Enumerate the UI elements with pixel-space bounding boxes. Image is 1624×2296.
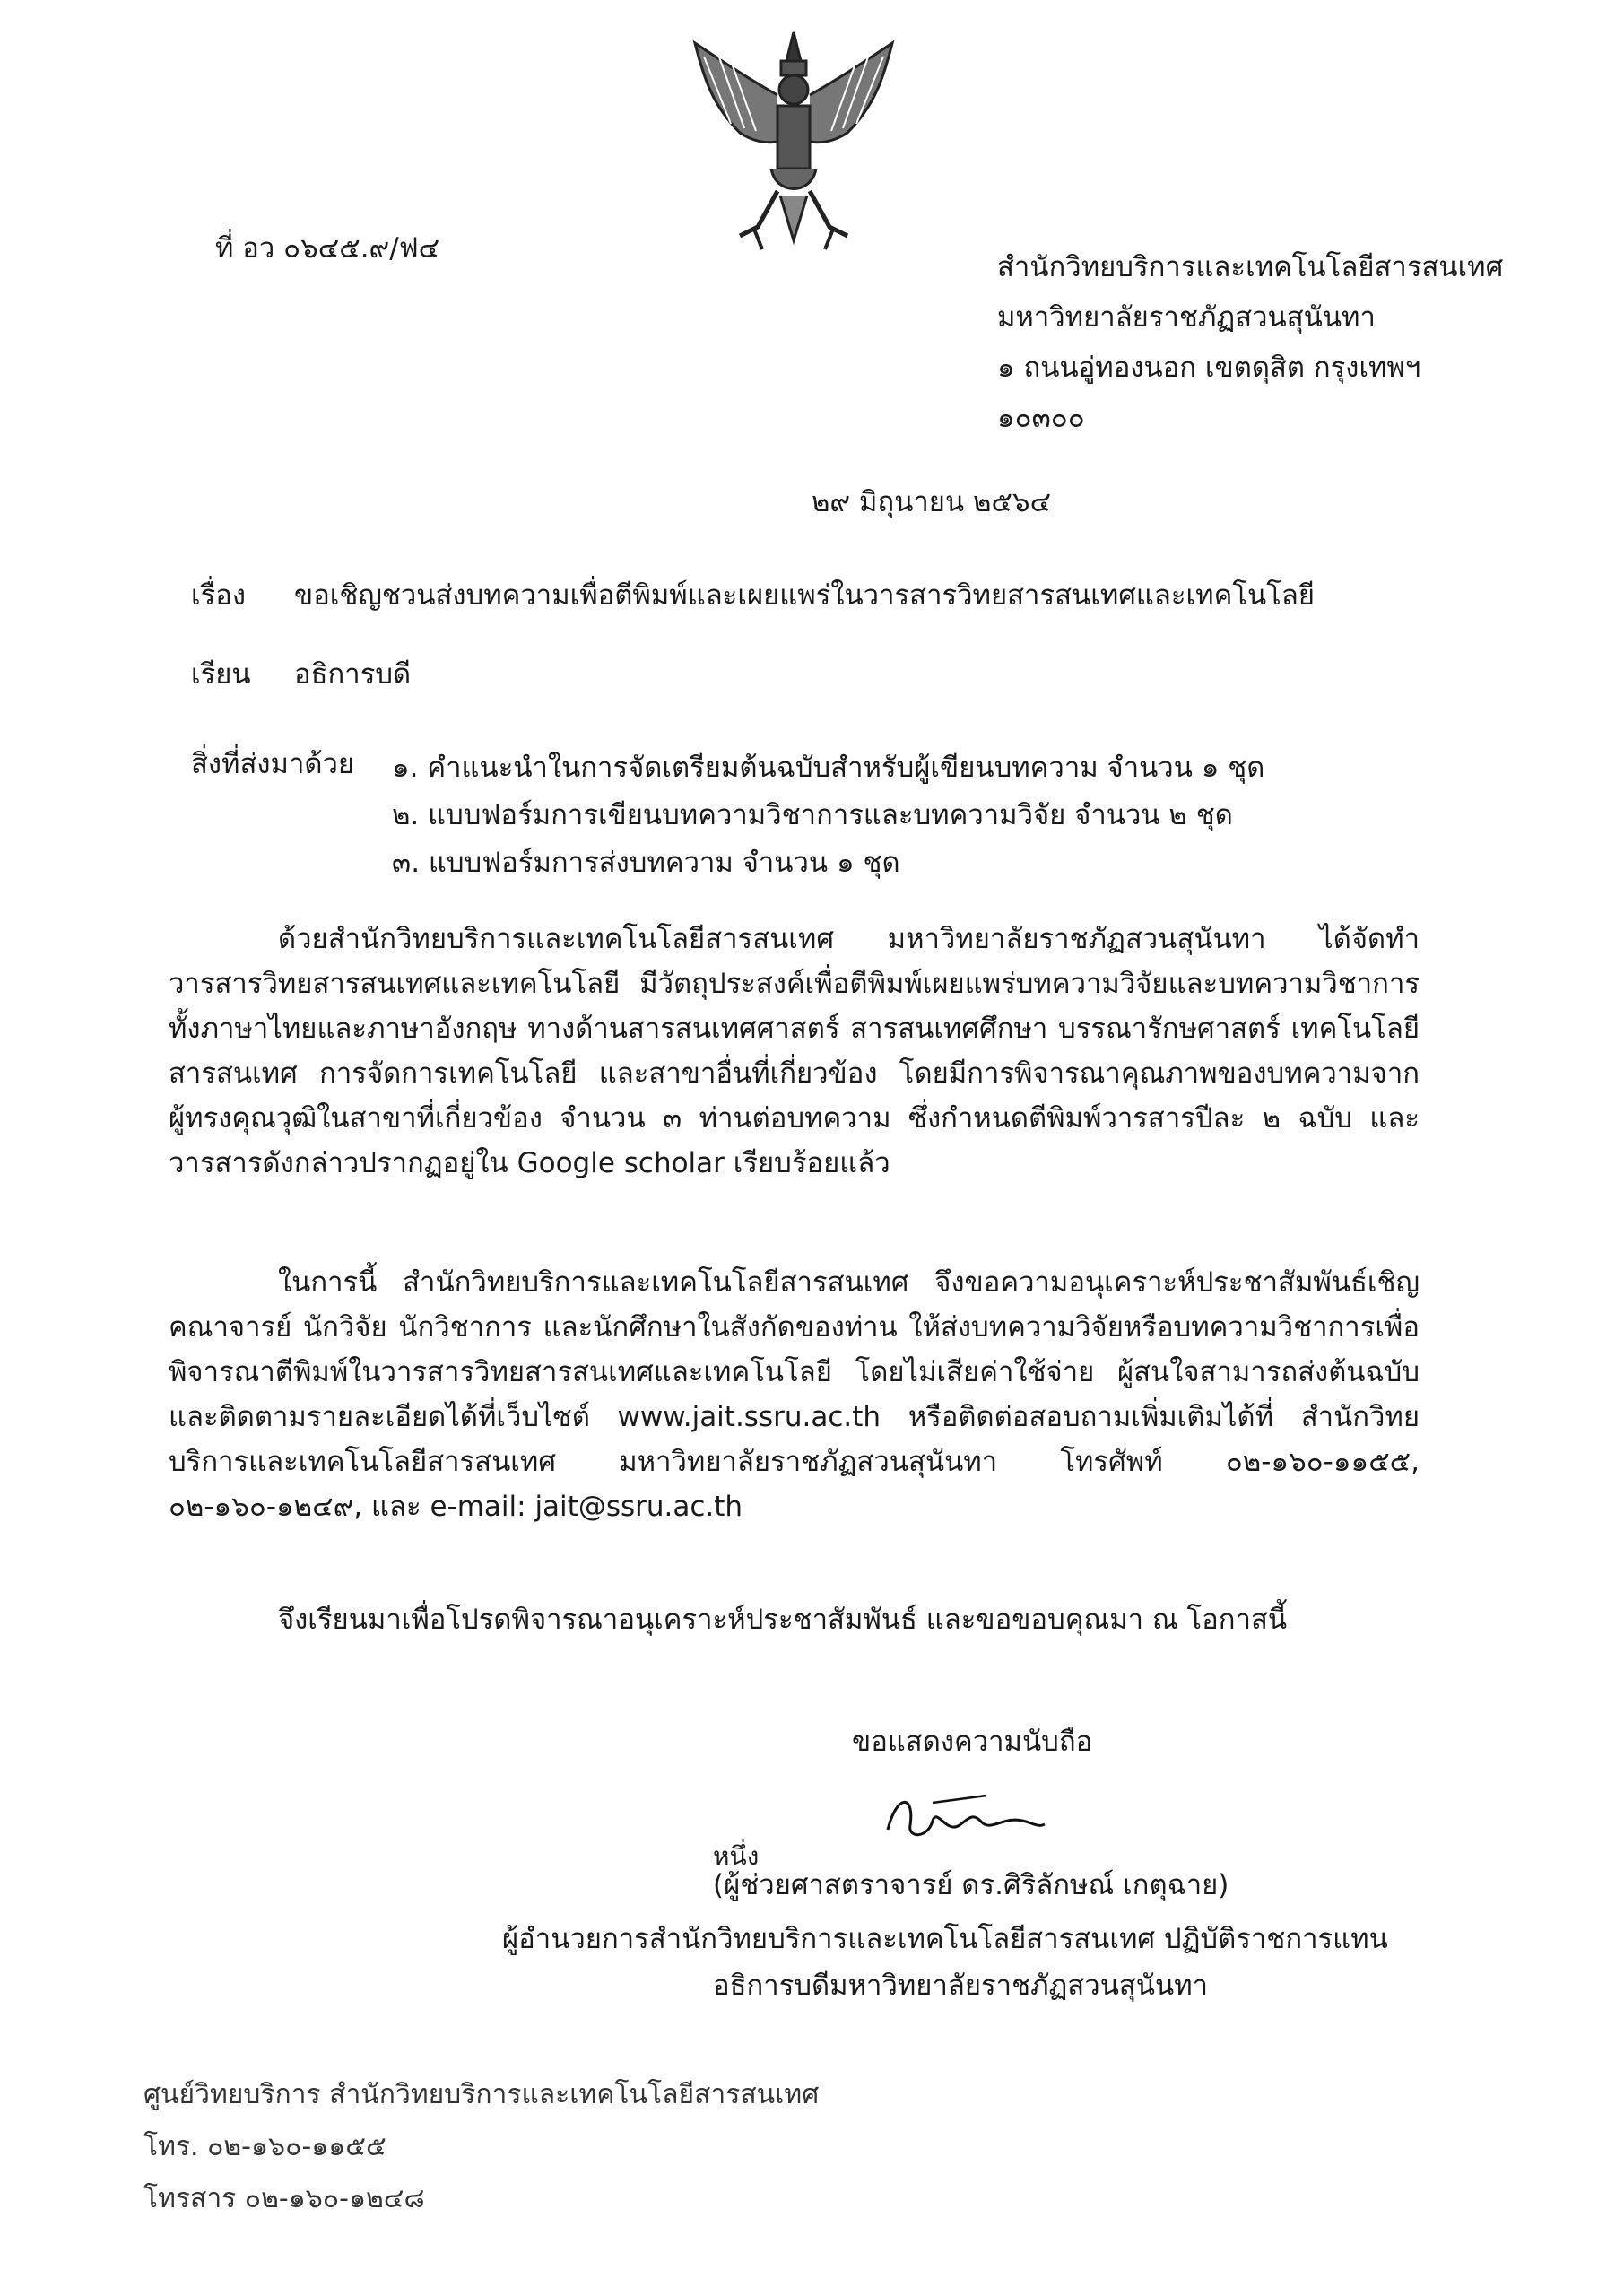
signature-note: หนึ่ง [713,1841,760,1871]
enclosure-item: ๓. แบบฟอร์มการส่งบทความ จำนวน ๑ ชุด [392,847,900,879]
recipient-label: เรียน [191,658,251,691]
signatory-position: อธิการบดีมหาวิทยาลัยราชภัฏสวนสุนันทา [713,1970,1209,2002]
sender-address [997,242,1503,443]
regards: ขอแสดงความนับถือ [852,1726,1093,1758]
enclosures-label: สิ่งที่ส่งมาด้วย [191,748,355,780]
signatory-position: ผู้อำนวยการสำนักวิทยบริการและเทคโนโลยีสารสนเทศ ปฏิบัติราชการแทน [502,1923,1388,1955]
enclosure-item: ๒. แบบฟอร์มการเขียนบทความวิชาการและบทความวิจัย จำนวน ๒ ชุด [392,799,1233,831]
signatory-name: (ผู้ช่วยศาสตราจารย์ ดร.ศิริลักษณ์ เกตุฉาย) [713,1869,1229,1901]
body-paragraph-2: ในการนี้ สำนักวิทยบริการและเทคโนโลยีสารสนเทศ จึงขอความอนุเคราะห์ประชาสัมพันธ์เชิญคณาจารย์ นักวิจัย นักวิชาการ และนักศึกษาในสังกัดของท่าน ให้ส่งบทความวิจัยหรือบทความวิชาการเพื่อพิจารณาตีพิมพ์ในวารสารวิทยสารสนเทศและเทคโนโลยี โดยไม่เสียค่าใช้จ่าย ผู้สนใจสามารถส่งต้นฉบับและติดตามรายละเอียดได้ที่เว็บไซต์ www.jait.ssru.ac.th หรือติดต่อสอบถามเพิ่มเติมได้ที่ สำนักวิทยบริการและเทคโนโลยีสารสนเทศ มหาวิทยาลัยราชภัฏสวนสุนันทา โทรศัพท์ ๐๒-๑๖๐-๑๑๕๕, ๐๒-๑๖๐-๑๒๔๙, และ e-mail: jait@ssru.ac.th [169,1266,1420,1523]
address-line: มหาวิทยาลัยราชภัฏสวนสุนันทา [997,301,1376,334]
footer-line: ศูนย์วิทยบริการ สำนักวิทยบริการและเทคโนโลยีสารสนเทศ [143,2079,820,2110]
reference-number: ที่ อว ๐๖๔๕.๙/ฟ๔ [215,232,440,265]
handwritten-signature [879,1785,1049,1848]
letter-date: ๒๙ มิถุนายน ๒๕๖๔ [812,486,1052,518]
recipient-value: อธิการบดี [294,658,412,691]
enclosure-item: ๑. คำแนะนำในการจัดเตรียมต้นฉบับสำหรับผู้เขียนบทความ จำนวน ๑ ชุด [392,752,1265,784]
body-paragraph-1: ด้วยสำนักวิทยบริการและเทคโนโลยีสารสนเทศ มหาวิทยาลัยราชภัฏสวนสุนันทา ได้จัดทำวารสารวิทยสารสนเทศและเทคโนโลยี มีวัตถุประสงค์เพื่อตีพิมพ์เผยแพร่บทความวิจัยและบทความวิชาการทั้งภาษาไทยและภาษาอังกฤษ ทางด้านสารสนเทศศาสตร์ สารสนเทศศึกษา บรรณารักษศาสตร์ เทคโนโลยีสารสนเทศ การจัดการเทคโนโลยี และสาขาอื่นที่เกี่ยวข้อง โดยมีการพิจารณาคุณภาพของบทความจากผู้ทรงคุณวุฒิในสาขาที่เกี่ยวข้อง จำนวน ๓ ท่านต่อบทความ ซึ่งกำหนดตีพิมพ์วารสารปีละ ๒ ฉบับ และวารสารดังกล่าวปรากฏอยู่ใน Google scholar เรียบร้อยแล้ว [169,923,1420,1179]
enclosures-list [392,744,1264,887]
closing-sentence: จึงเรียนมาเพื่อโปรดพิจารณาอนุเคราะห์ประชาสัมพันธ์ และขอขอบคุณมา ณ โอกาสนี้ [278,1604,1288,1636]
address-line: ๑๐๓๐๐ [997,402,1085,434]
footer-contact [143,2069,819,2225]
address-line: สำนักวิทยบริการและเทคโนโลยีสารสนเทศ [997,251,1504,283]
footer-line: โทรสาร ๐๒-๑๖๐-๑๒๔๘ [143,2183,425,2214]
subject-label: เรื่อง [191,579,247,612]
address-line: ๑ ถนนอู่ทองนอก เขตดุสิต กรุงเทพฯ [997,352,1421,384]
footer-line: โทร. ๐๒-๑๖๐-๑๑๕๕ [143,2131,386,2162]
garuda-emblem-icon [677,25,910,258]
subject-value: ขอเชิญชวนส่งบทความเพื่อตีพิมพ์และเผยแพร่ในวารสารวิทยสารสนเทศและเทคโนโลยี [294,579,1315,612]
